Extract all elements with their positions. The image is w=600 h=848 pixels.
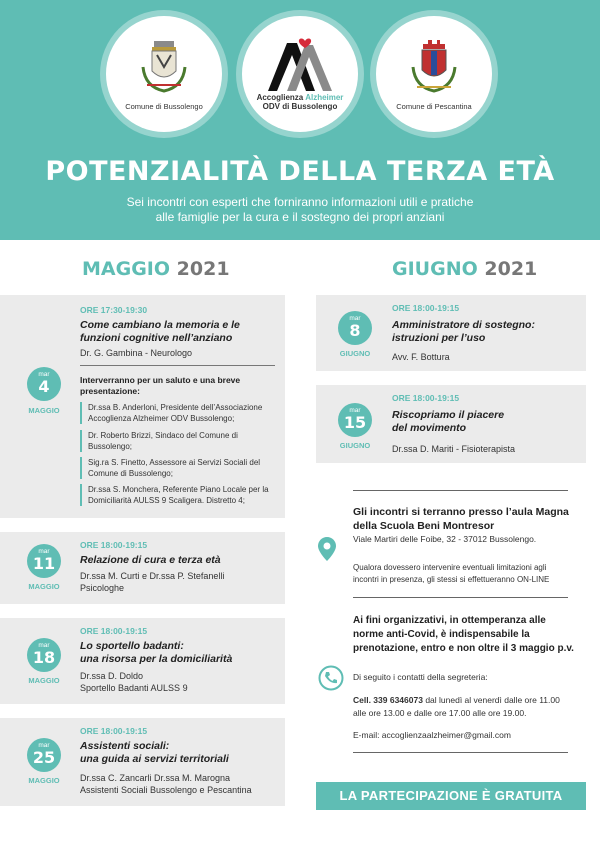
subtitle-line-2: alle famiglie per la cura e il sostegno dei propri anziani: [155, 210, 445, 224]
date-badge: [27, 367, 61, 401]
venue-line-2: della Scuola Beni Montresor: [353, 520, 495, 532]
badge-month: GIUGNO: [339, 349, 371, 358]
date-badge: [338, 403, 372, 437]
event-speaker: Dr. G. Gambina - Neurologo: [80, 348, 193, 358]
greeting-role: , Sindaco del Comune di Bussolengo;: [88, 431, 238, 451]
greeting-role: , Referente Piano Locale per la Domiciliarità AULSS 9 Scaligera. Distretto 4;: [88, 485, 269, 505]
greeting-role: , Assessore ai Servizi Sociali del Comune di Bussolengo;: [88, 458, 261, 478]
venue-line-1: Gli incontri si terranno presso l’aula Magna: [353, 506, 569, 518]
event-card-june-15: [316, 385, 586, 463]
hours-line-2: alle ore 13.00 e dalle ore 17.00 alle ore 19.00.: [353, 708, 527, 718]
venue-address: Viale Martiri delle Foibe, 32 - 37012 Bussolengo.: [353, 534, 537, 544]
event-card-may-25: [0, 718, 285, 806]
badge-month: MAGGIO: [28, 582, 60, 591]
covid-line-2: norme anti-Covid, è indispensabile la: [353, 629, 530, 640]
event-card-may-18: [0, 618, 285, 704]
greeting-role: , Presidente dell’Associazione Accoglienza Alzheimer ODV Bussolengo;: [88, 403, 263, 423]
badge-weekday: mar: [38, 371, 50, 378]
badge-weekday: mar: [38, 642, 50, 649]
event-card-june-8: [316, 295, 586, 371]
event-time: ORE 18:00-19:15: [392, 303, 460, 313]
coat-of-arms-icon: [137, 37, 191, 99]
logo-mid-caption-a: Accoglienza: [256, 93, 304, 102]
page-subtitle: [0, 195, 600, 225]
badge-day: 8: [349, 321, 361, 340]
event-time: ORE 18:00-19:15: [80, 626, 148, 636]
badge-month: MAGGIO: [28, 406, 60, 415]
header-banner: [0, 0, 600, 240]
logo-mid-caption-b: Alzheimer: [305, 93, 344, 102]
event-title: Relazione di cura e terza età: [80, 554, 221, 566]
greetings-intro: Interverranno per un saluto e una breve presentazione:: [80, 375, 241, 396]
badge-day: 25: [32, 748, 56, 767]
greeting-name: Dr.ssa B. Anderloni: [88, 403, 157, 412]
divider: [353, 490, 568, 491]
divider: [353, 597, 568, 598]
date-badge: [27, 638, 61, 672]
event-speaker: Dr.ssa D. Doldo Sportello Badanti AULSS 9: [80, 671, 188, 693]
month-name: GIUGNO: [392, 258, 478, 280]
month-year: 2021: [176, 258, 230, 280]
contact-email[interactable]: E-mail: accoglienzaalzheimer@gmail.com: [353, 730, 511, 740]
event-title: Riscopriamo il piacere del movimento: [392, 409, 505, 434]
contacts-intro: Di seguito i contatti della segreteria:: [353, 672, 488, 682]
event-time: ORE 17:30-19:30: [80, 305, 148, 315]
greeting-item: [80, 430, 280, 452]
month-heading-june: [392, 258, 537, 280]
logo-comune-bussolengo: [100, 10, 228, 138]
online-notice: [353, 562, 549, 586]
event-time: ORE 18:00-19:15: [392, 393, 460, 403]
phone-contact-icon: [318, 665, 344, 691]
date-badge: [27, 544, 61, 578]
event-speaker: Dr.ssa C. Zancarli Dr.ssa M. Marogna Assistenti Sociali Bussolengo e Pescantina: [80, 773, 252, 795]
badge-day: 4: [38, 377, 50, 396]
page-title: POTENZIALITÀ DELLA TERZA ETÀ: [45, 156, 555, 187]
online-line-1: Qualora dovessero intervenire eventuali limitazioni agli: [353, 563, 547, 572]
month-year: 2021: [484, 258, 538, 280]
online-line-2: incontri in presenza, gli stessi si effettueranno ON-LINE: [353, 575, 550, 584]
logo-mid-caption-2: ODV di Bussolengo: [262, 102, 338, 111]
badge-weekday: mar: [349, 315, 361, 322]
event-time: ORE 18:00-19:15: [80, 726, 148, 736]
logo-accoglienza-alzheimer: [236, 10, 364, 138]
event-title: Lo sportello badanti: una risorsa per la domiciliarità: [80, 640, 233, 665]
phone-number: Cell. 339 6346073: [353, 695, 423, 705]
date-badge: [27, 738, 61, 772]
aa-logo-icon: [265, 37, 335, 93]
badge-month: MAGGIO: [28, 776, 60, 785]
logo-right-caption: Comune di Pescantina: [396, 102, 472, 111]
month-name: MAGGIO: [82, 258, 171, 280]
greeting-item: [80, 484, 280, 506]
event-title: Assistenti sociali: una guida ai servizi territoriali: [80, 740, 229, 765]
contact-hours: [353, 694, 560, 720]
event-speaker: Dr.ssa M. Curti e Dr.ssa P. Stefanelli Psicologhe: [80, 571, 225, 593]
event-title: Amministratore di sostegno: istruzioni per l’uso: [392, 319, 535, 344]
greeting-name: Sig.ra S. Finetto: [88, 458, 146, 467]
badge-day: 18: [32, 648, 56, 667]
greeting-item: [80, 457, 280, 479]
logo-left-caption: Comune di Bussolengo: [125, 102, 203, 111]
event-title: Come cambiano la memoria e le funzioni cognitive nell’anziano: [80, 319, 240, 344]
covid-line-1: Ai fini organizzativi, in ottemperanza alle: [353, 615, 546, 626]
logo-comune-pescantina: [370, 10, 498, 138]
event-speaker: Avv. F. Bottura: [392, 352, 450, 362]
coat-of-arms-icon: [407, 37, 461, 99]
event-card-may-11: [0, 532, 285, 604]
greeting-name: Dr.ssa S. Monchera: [88, 485, 159, 494]
month-heading-may: [82, 258, 230, 280]
badge-weekday: mar: [38, 548, 50, 555]
badge-day: 15: [343, 413, 367, 432]
badge-weekday: mar: [349, 407, 361, 414]
badge-weekday: mar: [38, 742, 50, 749]
badge-day: 11: [32, 554, 56, 573]
location-pin-icon: [318, 537, 336, 561]
free-participation-banner: LA PARTECIPAZIONE È GRATUITA: [316, 782, 586, 810]
date-badge: [338, 311, 372, 345]
subtitle-line-1: Sei incontri con esperti che forniranno informazioni utili e pratiche: [126, 195, 474, 209]
event-speaker: Dr.ssa D. Mariti - Fisioterapista: [392, 444, 516, 454]
covid-notice: [353, 614, 574, 656]
badge-month: MAGGIO: [28, 676, 60, 685]
event-time: ORE 18:00-19:15: [80, 540, 148, 550]
badge-month: GIUGNO: [339, 441, 371, 450]
divider: [80, 365, 275, 366]
covid-line-3: prenotazione, entro e non oltre il 3 maggio p.v.: [353, 643, 574, 654]
divider: [353, 752, 568, 753]
venue-info: [353, 505, 569, 533]
hours-line-1: dal lunedì al venerdì dalle ore 11.00: [422, 695, 560, 705]
greeting-item: [80, 402, 280, 424]
greeting-name: Dr. Roberto Brizzi: [88, 431, 151, 440]
